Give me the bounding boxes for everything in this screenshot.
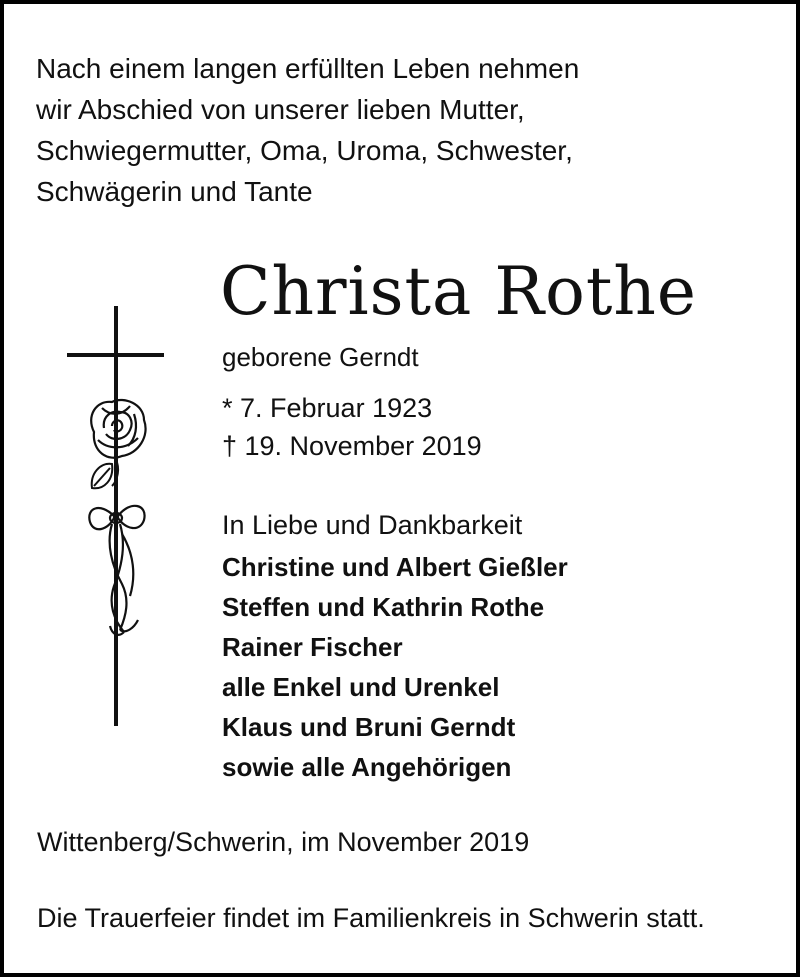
mourner-entry: alle Enkel und Urenkel	[222, 672, 500, 702]
mourner-entry: Klaus und Bruni Gerndt	[222, 712, 516, 742]
death-date: † 19. November 2019	[222, 431, 482, 461]
intro-line: Schwiegermutter, Oma, Uroma, Schwester,	[36, 135, 573, 166]
cross-with-rose-icon	[64, 304, 168, 729]
mourner-entry: sowie alle Angehörigen	[222, 752, 512, 782]
mourner-entry: Rainer Fischer	[222, 632, 403, 662]
intro-line: Schwägerin und Tante	[36, 176, 313, 207]
mourner-entry: Steffen und Kathrin Rothe	[222, 592, 545, 622]
intro-line: Nach einem langen erfüllten Leben nehmen	[36, 53, 580, 84]
maiden-name: geborene Gerndt	[222, 342, 419, 372]
mourner-entry: Christine und Albert Gießler	[222, 552, 568, 582]
mourners-lead: In Liebe und Dankbarkeit	[222, 510, 523, 540]
intro-text	[36, 48, 579, 212]
place-date: Wittenberg/Schwerin, im November 2019	[37, 827, 530, 857]
birth-date: * 7. Februar 1923	[222, 393, 433, 423]
intro-line: wir Abschied von unserer lieben Mutter,	[36, 94, 525, 125]
deceased-name: Christa Rothe	[220, 253, 697, 330]
mourners-list	[222, 547, 568, 787]
funeral-note: Die Trauerfeier findet im Familienkreis in Schwerin statt.	[37, 903, 705, 933]
